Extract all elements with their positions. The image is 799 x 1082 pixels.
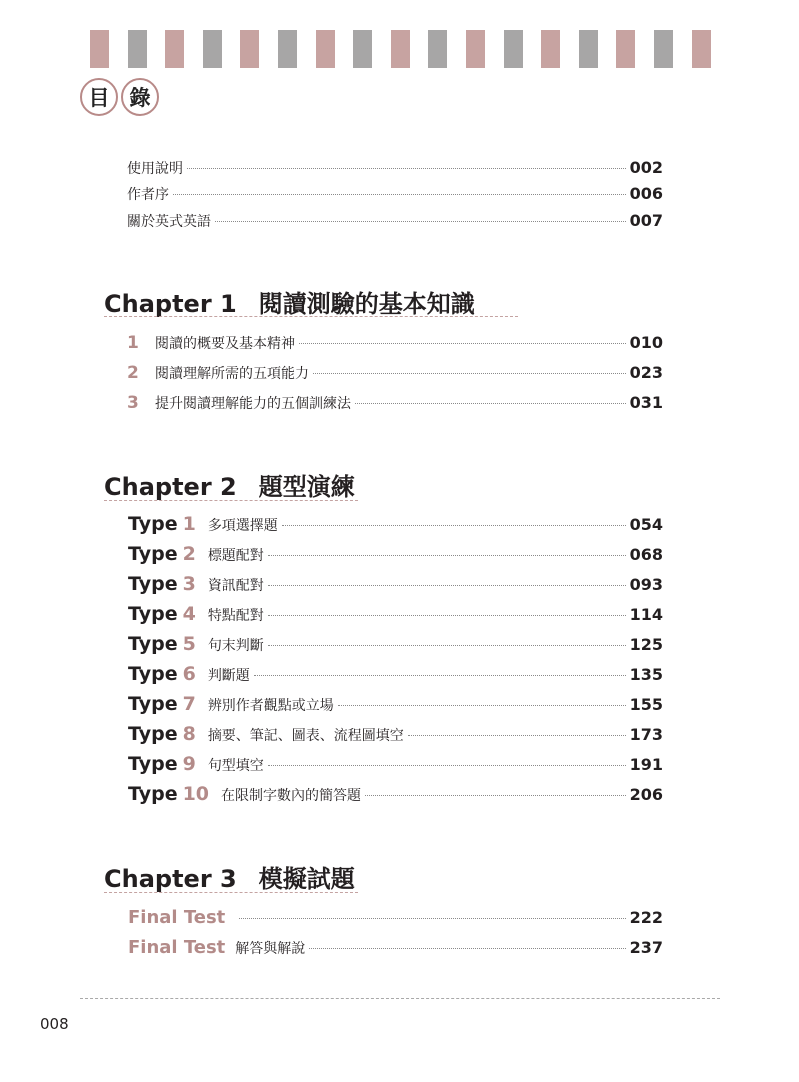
stripe-block bbox=[541, 30, 560, 68]
entry-label: 閱讀理解所需的五項能力 bbox=[155, 366, 309, 382]
toc-entry[interactable] bbox=[128, 907, 663, 928]
entry-page: 155 bbox=[629, 695, 663, 714]
type-word: Type bbox=[128, 633, 178, 655]
type-number: 2 bbox=[182, 543, 196, 565]
entry-label: 關於英式英語 bbox=[127, 214, 211, 230]
type-word: Type bbox=[128, 573, 178, 595]
type-word: Type bbox=[128, 663, 178, 685]
toc-entry[interactable] bbox=[127, 184, 663, 204]
toc-entry[interactable] bbox=[128, 573, 663, 595]
toc-entry[interactable] bbox=[128, 663, 663, 685]
entry-page: 114 bbox=[629, 605, 663, 624]
stripe-block bbox=[692, 30, 711, 68]
stripe-block bbox=[90, 30, 109, 68]
toc-entry[interactable] bbox=[128, 603, 663, 625]
toc-entry[interactable] bbox=[128, 633, 663, 655]
dot-leader bbox=[268, 765, 626, 766]
entry-page: 093 bbox=[629, 575, 663, 594]
dot-leader bbox=[268, 585, 626, 586]
type-number: 10 bbox=[182, 783, 210, 805]
toc-entry[interactable] bbox=[127, 211, 663, 231]
dot-leader bbox=[215, 221, 626, 222]
entry-label: 在限制字數內的簡答題 bbox=[221, 788, 362, 804]
entry-label: 閱讀的概要及基本精神 bbox=[155, 336, 295, 352]
type-number: 9 bbox=[182, 753, 196, 775]
type-number: 5 bbox=[182, 633, 196, 655]
type-number: 3 bbox=[182, 573, 196, 595]
type-word: Type bbox=[128, 693, 178, 715]
dot-leader bbox=[282, 525, 626, 526]
toc-entry[interactable] bbox=[128, 513, 663, 535]
entry-page: 135 bbox=[629, 665, 663, 684]
entry-label: 句型填空 bbox=[207, 758, 264, 774]
dot-leader bbox=[299, 343, 626, 344]
type-word: Type bbox=[128, 723, 178, 745]
dot-leader bbox=[408, 735, 626, 736]
entry-label: 摘要、筆記、圖表、流程圖填空 bbox=[207, 728, 404, 744]
toc-entry[interactable] bbox=[128, 723, 663, 745]
type-number: 7 bbox=[182, 693, 196, 715]
entry-page: 237 bbox=[629, 938, 663, 957]
type-word: Type bbox=[128, 753, 178, 775]
type-number: 6 bbox=[182, 663, 196, 685]
chapter-underline bbox=[104, 316, 518, 317]
title-char-circle: 錄 bbox=[121, 78, 159, 116]
entry-label: Final Test bbox=[128, 907, 226, 928]
type-word: Type bbox=[128, 513, 178, 535]
type-word: Type bbox=[128, 543, 178, 565]
stripe-block bbox=[278, 30, 297, 68]
stripe-block bbox=[654, 30, 673, 68]
stripe-block bbox=[466, 30, 485, 68]
dot-leader bbox=[365, 795, 626, 796]
decorative-stripe-band bbox=[90, 30, 720, 68]
stripe-block bbox=[353, 30, 372, 68]
chapter-title: 閱讀測驗的基本知識 bbox=[258, 290, 475, 318]
stripe-block bbox=[203, 30, 222, 68]
toc-title bbox=[80, 78, 159, 116]
toc-entry[interactable] bbox=[127, 363, 663, 383]
stripe-block bbox=[616, 30, 635, 68]
entry-label: 資訊配對 bbox=[207, 578, 264, 594]
toc-entry[interactable] bbox=[128, 693, 663, 715]
entry-page: 010 bbox=[629, 333, 663, 352]
dot-leader bbox=[313, 373, 626, 374]
stripe-block bbox=[579, 30, 598, 68]
entry-label: 判斷題 bbox=[207, 668, 250, 684]
toc-entry[interactable] bbox=[127, 158, 663, 178]
dot-leader bbox=[268, 645, 626, 646]
dot-leader bbox=[173, 194, 626, 195]
entry-page: 023 bbox=[629, 363, 663, 382]
toc-entry[interactable] bbox=[128, 543, 663, 565]
stripe-block bbox=[240, 30, 259, 68]
dot-leader bbox=[338, 705, 626, 706]
chapter-number: Chapter 2 bbox=[104, 473, 237, 501]
entry-label: 標題配對 bbox=[207, 548, 264, 564]
page-number: 008 bbox=[40, 1015, 69, 1033]
chapter-number: Chapter 3 bbox=[104, 865, 237, 893]
type-word: Type bbox=[128, 603, 178, 625]
stripe-block bbox=[504, 30, 523, 68]
entry-label: 特點配對 bbox=[207, 608, 264, 624]
dot-leader bbox=[309, 948, 625, 949]
entry-label: 使用說明 bbox=[127, 161, 183, 177]
entry-label: Final Test bbox=[128, 937, 226, 958]
entry-page: 191 bbox=[629, 755, 663, 774]
entry-page: 007 bbox=[629, 211, 663, 230]
entry-page: 006 bbox=[629, 184, 663, 203]
stripe-block bbox=[316, 30, 335, 68]
type-number: 8 bbox=[182, 723, 196, 745]
entry-number: 3 bbox=[127, 393, 139, 413]
entry-number: 1 bbox=[127, 333, 139, 353]
chapter-underline bbox=[104, 892, 358, 893]
stripe-block bbox=[165, 30, 184, 68]
chapter-underline bbox=[104, 500, 358, 501]
chapter-number: Chapter 1 bbox=[104, 290, 237, 318]
toc-entry[interactable] bbox=[127, 333, 663, 353]
dot-leader bbox=[268, 615, 626, 616]
dot-leader bbox=[254, 675, 626, 676]
entry-page: 125 bbox=[629, 635, 663, 654]
entry-page: 068 bbox=[629, 545, 663, 564]
toc-entry[interactable] bbox=[127, 393, 663, 413]
entry-page: 222 bbox=[629, 908, 663, 927]
entry-sublabel: 解答與解說 bbox=[235, 941, 306, 957]
entry-page: 173 bbox=[629, 725, 663, 744]
entry-label: 提升閱讀理解能力的五個訓練法 bbox=[155, 396, 351, 412]
type-number: 1 bbox=[182, 513, 196, 535]
entry-label: 多項選擇題 bbox=[207, 518, 278, 534]
chapter-heading[interactable] bbox=[104, 467, 355, 502]
toc-entry[interactable] bbox=[128, 783, 663, 805]
toc-entry[interactable] bbox=[128, 937, 663, 958]
stripe-block bbox=[428, 30, 447, 68]
entry-page: 206 bbox=[629, 785, 663, 804]
toc-entry[interactable] bbox=[128, 753, 663, 775]
entry-label: 辨別作者觀點或立場 bbox=[207, 698, 334, 714]
entry-page: 054 bbox=[629, 515, 663, 534]
entry-label: 作者序 bbox=[127, 187, 169, 203]
chapter-title: 模擬試題 bbox=[258, 865, 355, 893]
entry-label: 句末判斷 bbox=[207, 638, 264, 654]
chapter-heading[interactable] bbox=[104, 284, 475, 319]
type-number: 4 bbox=[182, 603, 196, 625]
entry-page: 002 bbox=[629, 158, 663, 177]
entry-page: 031 bbox=[629, 393, 663, 412]
title-char-circle: 目 bbox=[80, 78, 118, 116]
chapter-heading[interactable] bbox=[104, 859, 355, 894]
footer-divider bbox=[80, 998, 720, 999]
chapter-title: 題型演練 bbox=[258, 473, 355, 501]
entry-number: 2 bbox=[127, 363, 139, 383]
dot-leader bbox=[268, 555, 626, 556]
stripe-block bbox=[128, 30, 147, 68]
dot-leader bbox=[187, 168, 626, 169]
dot-leader bbox=[355, 403, 626, 404]
type-word: Type bbox=[128, 783, 178, 805]
dot-leader bbox=[239, 918, 625, 919]
stripe-block bbox=[391, 30, 410, 68]
